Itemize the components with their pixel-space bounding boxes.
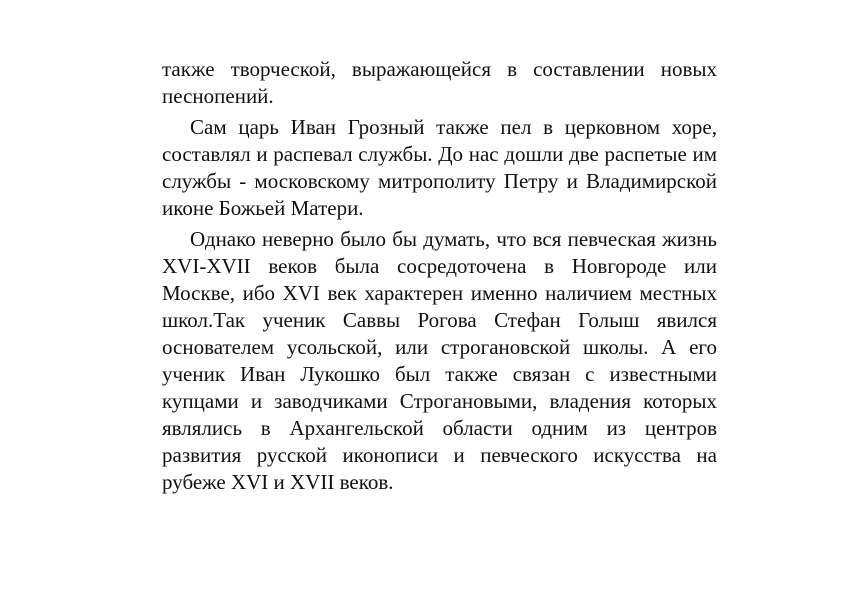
document-page [162, 56, 717, 500]
paragraph-continuation: также творческой, выражающейся в составлении новых песнопений. [162, 57, 717, 108]
paragraph-ivan-grozny: Сам царь Иван Грозный также пел в церковном хоре, составлял и распевал службы. До нас дошли две распетые им службы - московскому митрополиту Петру и Владимирской иконе Божьей Матери. [162, 115, 717, 220]
paragraph-singing-schools: Однако неверно было бы думать, что вся певческая жизнь XVI-XVII веков была сосредоточена в Новгороде или Москве, ибо XVI век характерен именно наличием местных школ.Так ученик Саввы Рогова Стефан Голыш явился основателем усольской, или строгановской школы. А его ученик Иван Лукошко был также связан с известными купцами и заводчиками Строгановыми, владения которых являлись в Архангельской области одним из центров развития русской иконописи и певческого искусства на рубеже XVI и XVII веков. [162, 227, 717, 494]
